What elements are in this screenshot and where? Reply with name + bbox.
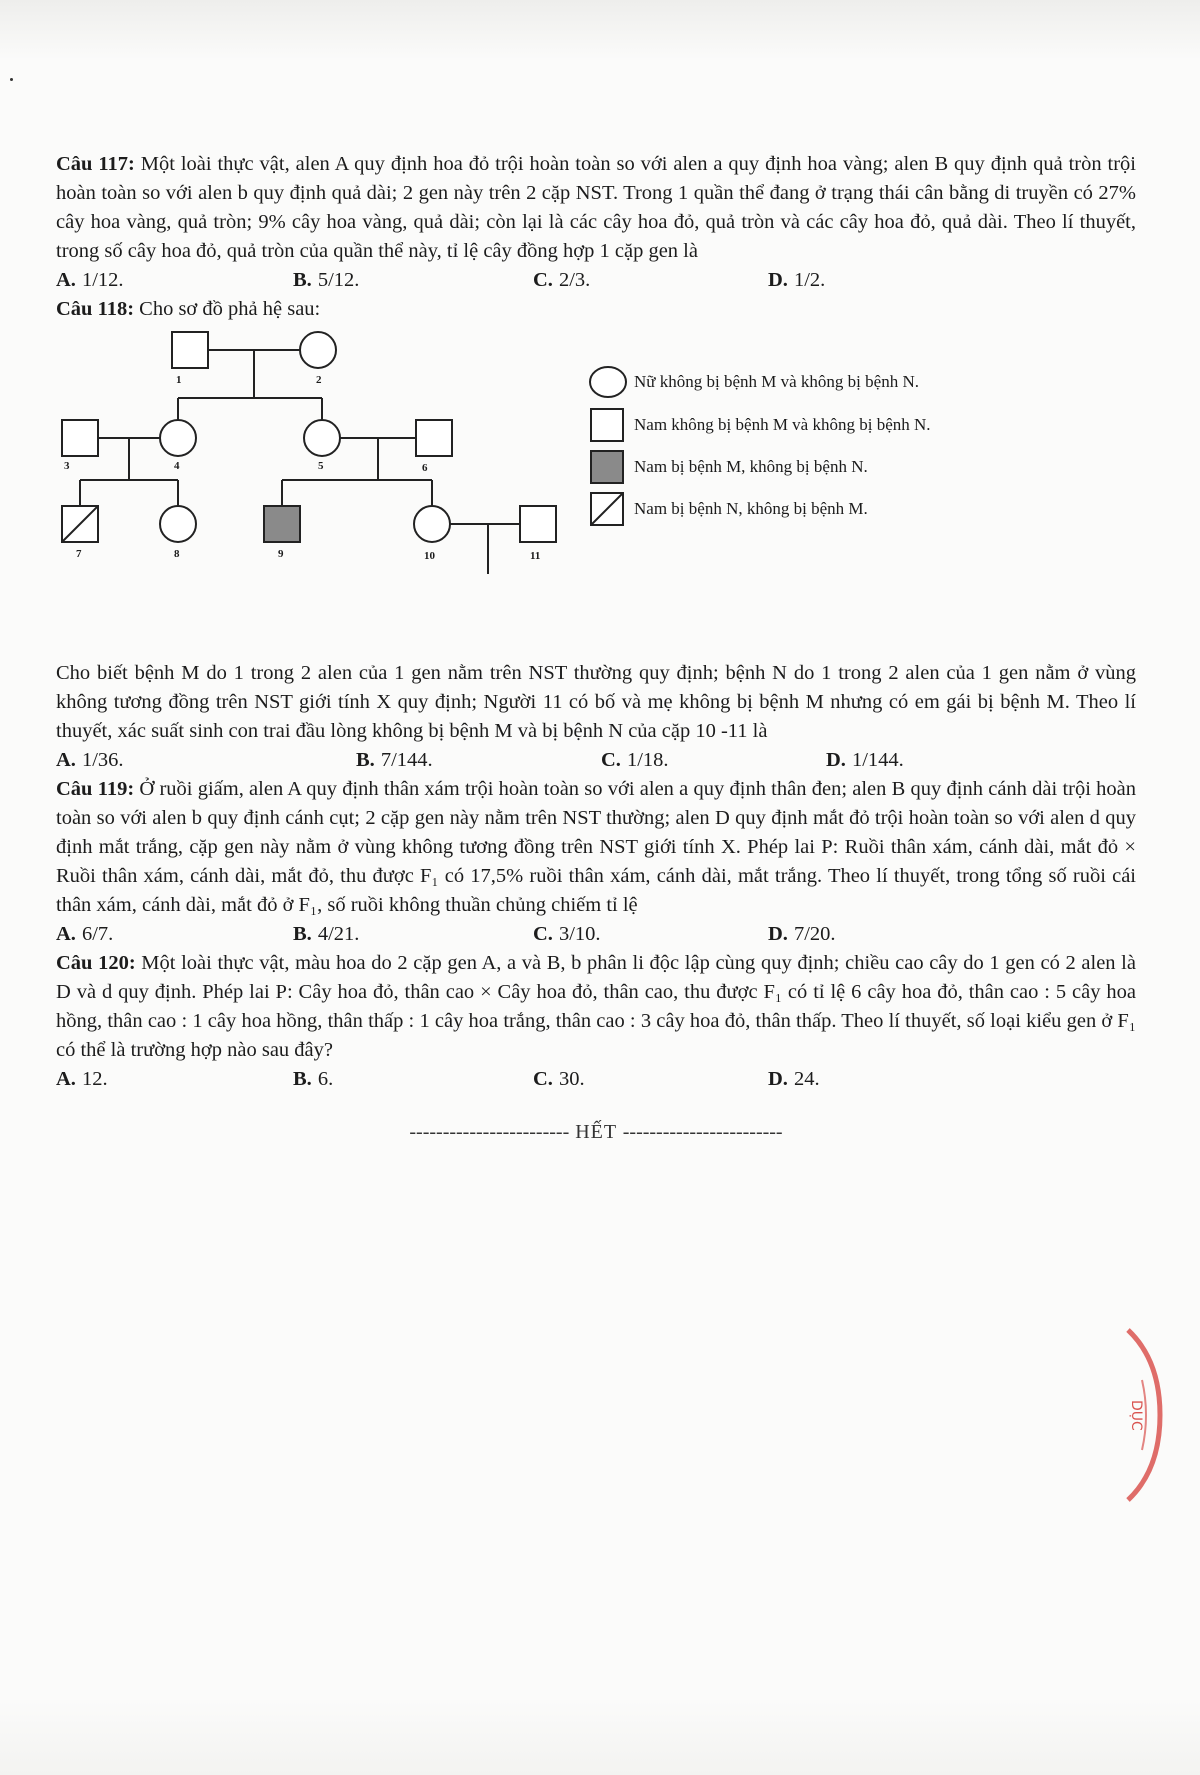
option-value: 30. xyxy=(558,1068,585,1090)
pedigree-number-11: 11 xyxy=(530,550,541,562)
q119-option-a xyxy=(56,920,293,949)
option-key: C. xyxy=(601,749,621,771)
pedigree-number-10: 10 xyxy=(424,550,435,562)
option-value: 2/3. xyxy=(558,269,591,291)
pedigree-chart xyxy=(56,328,596,628)
pedigree-figure xyxy=(56,328,1136,653)
svg-text:DỤC: DỤC xyxy=(1128,1400,1144,1431)
option-value: 4/21. xyxy=(317,923,360,945)
option-value: 6. xyxy=(317,1068,334,1090)
legend-text: Nam bị bệnh M, không bị bệnh N. xyxy=(634,457,868,476)
circle-open-icon xyxy=(588,364,628,400)
option-key: B. xyxy=(293,1068,312,1090)
option-key: B. xyxy=(293,269,312,291)
question-120-options xyxy=(56,1065,1136,1094)
question-117-label: Câu 117: xyxy=(56,153,135,175)
question-119 xyxy=(56,775,1136,920)
option-key: B. xyxy=(356,749,375,771)
pedigree-male-1 xyxy=(172,332,208,368)
option-value: 24. xyxy=(793,1068,820,1090)
legend-item-male-healthy xyxy=(588,405,931,445)
pedigree-number-8: 8 xyxy=(174,548,180,560)
q120-option-c xyxy=(533,1065,768,1094)
option-key: A. xyxy=(56,923,76,945)
q119-option-c xyxy=(533,920,768,949)
q117-option-b xyxy=(293,266,533,295)
question-120 xyxy=(56,949,1136,1065)
exam-content xyxy=(56,150,1136,1147)
question-118 xyxy=(56,295,1136,324)
q117-option-a xyxy=(56,266,293,295)
scan-speck xyxy=(10,78,13,81)
square-slash-icon xyxy=(588,491,628,527)
q117-option-d xyxy=(768,266,968,295)
legend-text: Nam bị bệnh N, không bị bệnh M. xyxy=(634,499,868,518)
option-key: D. xyxy=(768,1068,788,1090)
question-118-options xyxy=(56,746,1136,775)
q119-option-b xyxy=(293,920,533,949)
q118-option-c xyxy=(601,746,826,775)
square-open-icon xyxy=(588,407,628,443)
q117-option-c xyxy=(533,266,768,295)
q118-option-a xyxy=(56,746,356,775)
option-value: 6/7. xyxy=(81,923,114,945)
end-text: HẾT xyxy=(575,1121,617,1143)
question-117 xyxy=(56,150,1136,266)
q119-option-d xyxy=(768,920,968,949)
question-117-options xyxy=(56,266,1136,295)
end-dashes-right: ------------------------ xyxy=(622,1121,783,1143)
option-key: D. xyxy=(768,269,788,291)
question-117-text: Một loài thực vật, alen A quy định hoa đỏ trội hoàn toàn so với alen a quy định hoa vàng; alen B quy định quả tròn trội hoàn toàn so với alen b quy định quả dài; 2 gen này trên 2 cặp NST. Trong 1 quần thể đang ở trạng thái cân bằng di truyền có 27% cây hoa vàng, quả tròn; 9% cây hoa vàng, quả dài; còn lại là các cây hoa đỏ, quả tròn và các cây hoa đỏ, quả dài. Theo lí thuyết, trong số cây hoa đỏ, quả tròn của quần thể này, tỉ lệ cây đồng hợp 1 cặp gen là xyxy=(56,153,1136,262)
option-value: 12. xyxy=(81,1068,108,1090)
pedigree-female-10 xyxy=(414,506,450,542)
question-118-label: Câu 118: xyxy=(56,298,135,320)
pedigree-number-4: 4 xyxy=(174,460,180,472)
square-shaded-icon xyxy=(588,449,628,485)
question-119-label: Câu 119: xyxy=(56,778,135,800)
option-key: A. xyxy=(56,269,76,291)
option-key: A. xyxy=(56,1068,76,1090)
option-key: C. xyxy=(533,1068,553,1090)
end-dashes-left: ------------------------ xyxy=(409,1121,570,1143)
pedigree-female-8 xyxy=(160,506,196,542)
legend-text: Nữ không bị bệnh M và không bị bệnh N. xyxy=(634,372,919,391)
option-key: D. xyxy=(768,923,788,945)
option-key: C. xyxy=(533,269,553,291)
pedigree-number-9: 9 xyxy=(278,548,284,560)
option-value: 7/20. xyxy=(793,923,836,945)
q120-option-a xyxy=(56,1065,293,1094)
pedigree-female-5 xyxy=(304,420,340,456)
pedigree-male-6 xyxy=(416,420,452,456)
option-value: 5/12. xyxy=(317,269,360,291)
seal-stamp-icon xyxy=(1120,1320,1190,1510)
option-value: 3/10. xyxy=(558,923,601,945)
legend-text: Nam không bị bệnh M và không bị bệnh N. xyxy=(634,415,931,434)
legend-item-female-healthy xyxy=(588,362,919,402)
q118-option-b xyxy=(356,746,601,775)
option-key: A. xyxy=(56,749,76,771)
option-key: B. xyxy=(293,923,312,945)
option-value: 1/18. xyxy=(626,749,669,771)
pedigree-male-11 xyxy=(520,506,556,542)
q120-option-b xyxy=(293,1065,533,1094)
legend-item-male-disease-n xyxy=(588,489,868,529)
pedigree-number-1: 1 xyxy=(176,374,182,386)
pedigree-number-2: 2 xyxy=(316,374,322,386)
q118-option-d xyxy=(826,746,1026,775)
q120-option-d xyxy=(768,1065,968,1094)
question-119-options xyxy=(56,920,1136,949)
pedigree-number-7: 7 xyxy=(76,548,82,560)
question-120-text: Một loài thực vật, màu hoa do 2 cặp gen A, a và B, b phân li độc lập cùng quy định; chiều cao cây do 1 gen có 2 alen là D và d quy định. Phép lai P: Cây hoa đỏ, thân cao × Cây hoa đỏ, thân cao, thu được F₁ có tỉ lệ 6 cây hoa đỏ, thân cao : 5 cây hoa hồng, thân cao : 1 cây hoa hồng, thân thấp : 1 cây hoa trắng, thân cao : 3 cây hoa đỏ, thân thấp. Theo lí thuyết, số loại kiểu gen ở F₁ có thể là trường hợp nào sau đây? xyxy=(56,952,1136,1061)
option-value: 1/2. xyxy=(793,269,826,291)
question-119-text: Ở ruồi giấm, alen A quy định thân xám trội hoàn toàn so với alen a quy định thân đen; alen B quy định cánh dài trội hoàn toàn so với alen b quy định cánh cụt; 2 cặp gen này nằm trên NST thường; alen D quy định mắt đỏ trội hoàn toàn so với alen d quy định mắt trắng, cặp gen này nằm ở vùng không tương đồng trên NST giới tính X. Phép lai P: Ruồi thân xám, cánh dài, mắt đỏ × Ruồi thân xám, cánh dài, mắt đỏ, thu được F₁ có 17,5% ruồi thân xám, cánh dài, mắt trắng. Theo lí thuyết, trong tổng số ruồi cái thân xám, cánh dài, mắt đỏ ở F₁, số ruồi không thuần chủng chiếm tỉ lệ xyxy=(56,778,1137,916)
pedigree-number-6: 6 xyxy=(422,462,428,474)
option-key: C. xyxy=(533,923,553,945)
option-value: 1/12. xyxy=(81,269,124,291)
pedigree-female-2 xyxy=(300,332,336,368)
legend-item-male-disease-m xyxy=(588,447,868,487)
question-118-text: Cho biết bệnh M do 1 trong 2 alen của 1 gen nằm trên NST thường quy định; bệnh N do 1 trong 2 alen của 1 gen nằm ở vùng không tương đồng trên NST giới tính X quy định; Người 11 có bố và mẹ không bị bệnh M nhưng có em gái bị bệnh M. Theo lí thuyết, xác suất sinh con trai đầu lòng không bị bệnh M và bị bệnh N của cặp 10 -11 là xyxy=(56,662,1136,742)
end-marker xyxy=(56,1118,1136,1147)
pedigree-female-4 xyxy=(160,420,196,456)
pedigree-male-3 xyxy=(62,420,98,456)
question-120-label: Câu 120: xyxy=(56,952,136,974)
pedigree-male-9-affected xyxy=(264,506,300,542)
option-value: 7/144. xyxy=(380,749,433,771)
pedigree-number-3: 3 xyxy=(64,460,70,472)
option-key: D. xyxy=(826,749,846,771)
option-value: 1/36. xyxy=(81,749,124,771)
pedigree-number-5: 5 xyxy=(318,460,324,472)
option-value: 1/144. xyxy=(851,749,904,771)
question-118-intro: Cho sơ đồ phả hệ sau: xyxy=(134,298,321,320)
